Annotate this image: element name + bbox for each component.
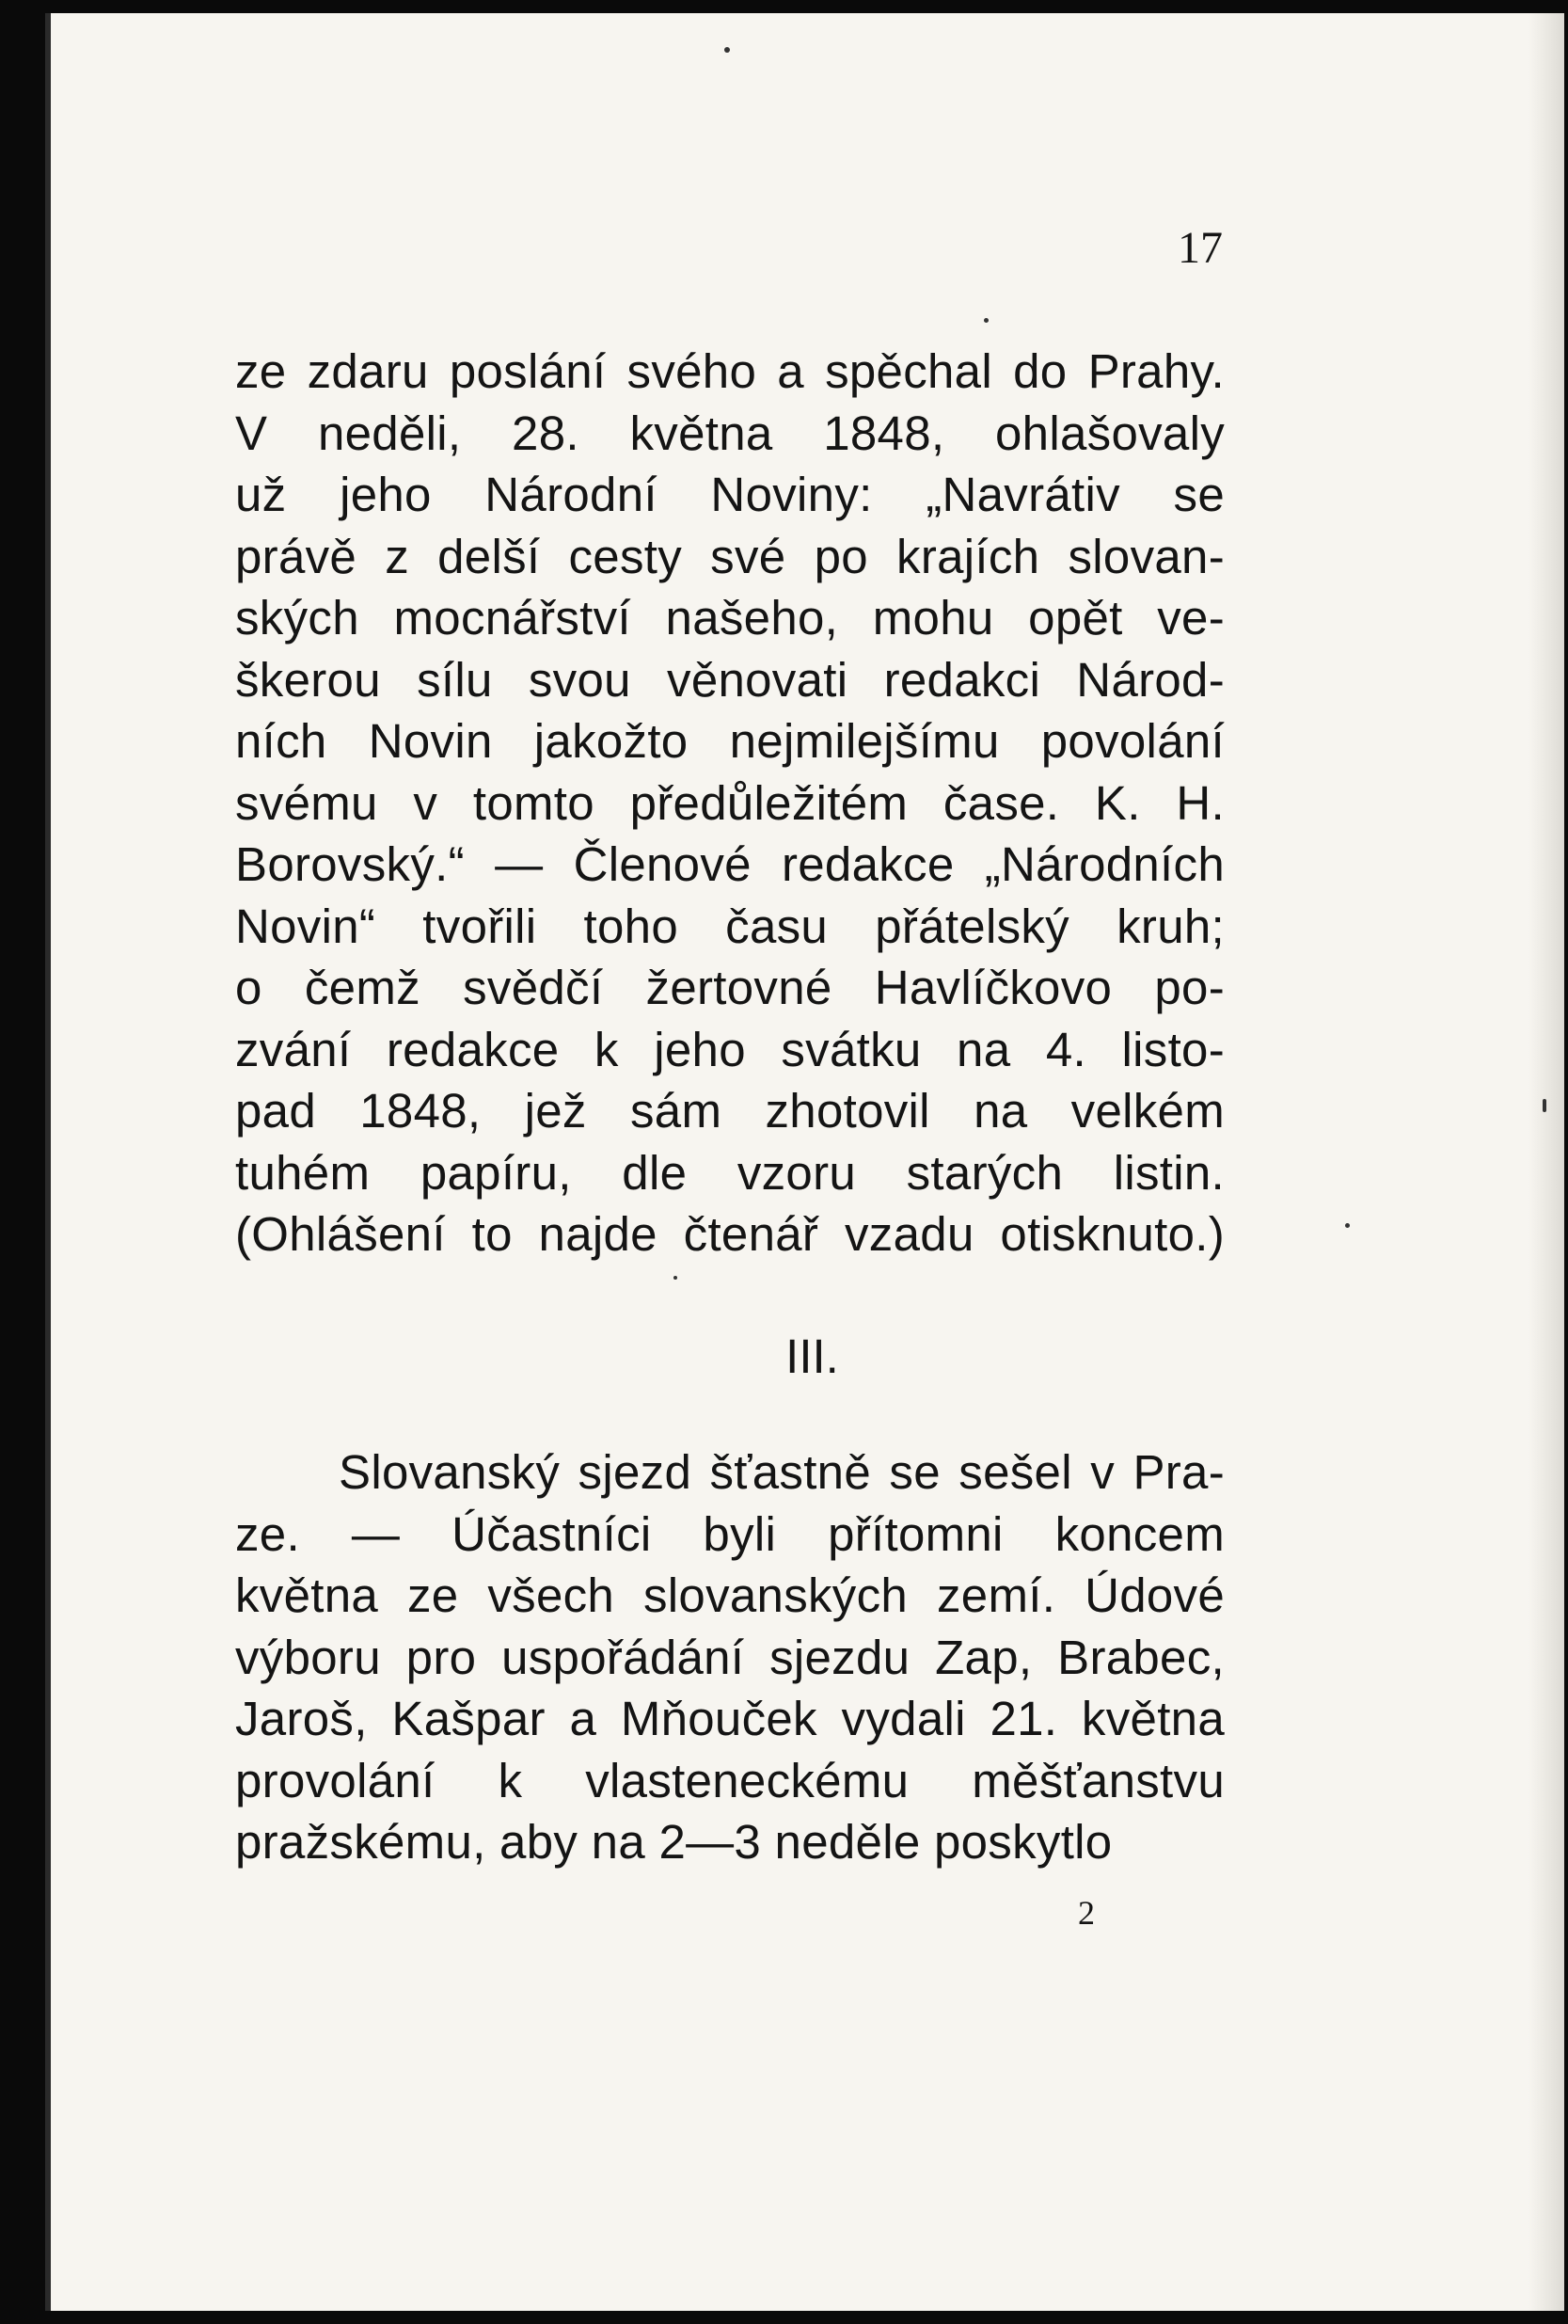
paragraph-2 (235, 1441, 1225, 1873)
text-line: o čemž svědčí žertovné Havlíčkovo po- (235, 961, 1225, 1014)
signature-mark: 2 (1078, 1894, 1095, 1932)
scan-speck (724, 47, 730, 53)
text-line: (Ohlášení to najde čtenář vzadu otisknuto.) (235, 1207, 1225, 1261)
text-line: svému v tomto předůležitém čase. K. H. (235, 775, 1225, 830)
text-line: Borovský.“ — Členové redakce „Národních (235, 837, 1225, 891)
text-line: ze. — Účastníci byli přítomni koncem (235, 1506, 1225, 1561)
text-line: ních Novin jakožto nejmilejšímu povolání (235, 714, 1225, 768)
page-number: 17 (1178, 223, 1223, 273)
text-line: tuhém papíru, dle vzoru starých listin. (235, 1145, 1225, 1200)
text-line: pad 1848, jež sám zhotovil na velkém (235, 1084, 1225, 1138)
paragraph-1 (235, 341, 1225, 1265)
text-line: Novin“ tvořili toho času přátelský kruh; (235, 899, 1225, 953)
scan-speck (984, 318, 989, 323)
text-line: škerou sílu svou věnovati redakci Národ- (235, 652, 1225, 707)
text-line: provolání k vlasteneckému měšťanstvu (235, 1753, 1225, 1807)
scan-speck (1543, 1099, 1546, 1112)
text-line: ských mocnářství našeho, mohu opět ve- (235, 591, 1225, 645)
text-line: právě z delší cesty své po krajích slovan- (235, 529, 1225, 583)
page-right-edge (1528, 13, 1564, 2311)
text-line: výboru pro uspořádání sjezdu Zap, Brabec, (235, 1630, 1225, 1684)
book-gutter-edge (45, 13, 51, 2311)
text-line: pražskému, aby na 2—3 neděle poskytlo (235, 1815, 1113, 1869)
section-heading: III. (785, 1329, 839, 1383)
scan-speck (1345, 1223, 1350, 1228)
scan-speck (673, 1276, 677, 1280)
text-line: už jeho Národní Noviny: „Navrátiv se (235, 468, 1225, 521)
text-line: května ze všech slovanských zemí. Údové (235, 1568, 1225, 1622)
text-line: Slovanský sjezd šťastně se sešel v Pra- (339, 1445, 1225, 1499)
text-line: ze zdaru poslání svého a spěchal do Prahy. (235, 344, 1225, 398)
text-line: V neděli, 28. května 1848, ohlašovaly (235, 406, 1225, 460)
text-line: Jaroš, Kašpar a Mňouček vydali 21. května (235, 1692, 1225, 1745)
text-line: zvání redakce k jeho svátku na 4. listo- (235, 1022, 1225, 1076)
